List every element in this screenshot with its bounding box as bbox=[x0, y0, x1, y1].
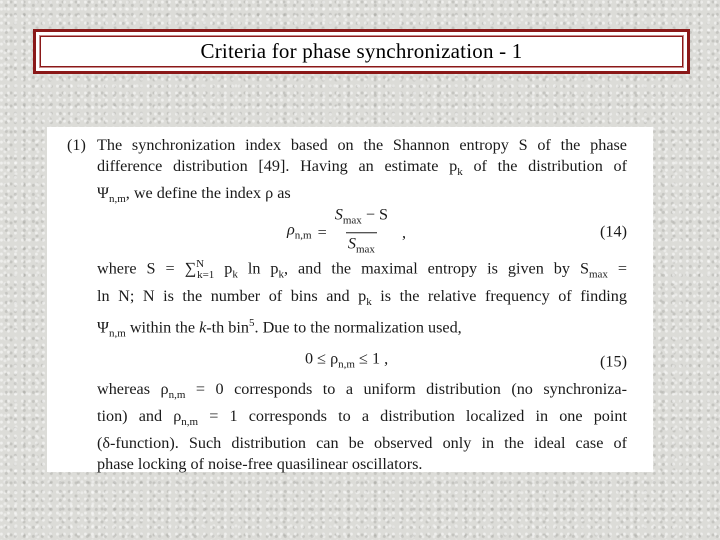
equation-15: $0 \le \rho_{n,m} \le 1$ , (15) bbox=[305, 349, 627, 371]
para3-line-3: (δ-function). Such distribution can be observed only in the ideal case of bbox=[97, 434, 627, 453]
intro-line-1: The synchronization index based on the Shannon entropy S of the phase bbox=[97, 136, 627, 154]
document-excerpt bbox=[47, 127, 653, 472]
equation-15-number: (15) bbox=[600, 352, 627, 371]
item-body bbox=[97, 135, 627, 475]
para3-line-2: tion) and $\rho_{n,m} = 1$ corresponds to a distribution localized in one point bbox=[97, 407, 627, 429]
para2-line-2: ln N; N is the number of bins and $p_k$ is the relative frequency of finding bbox=[97, 287, 627, 309]
slide-title-frame bbox=[33, 29, 690, 74]
criterion-item bbox=[67, 135, 627, 475]
equation-14: $\rho_{n,m}$ = $\frac{S_{max} - S}{S_{max}}$ , (14) bbox=[97, 210, 627, 254]
para2-line-1: where S = ∑$^N_{k=1}$ $p_k$ $\ln p_k$, and the maximal entropy is given by $S_{max}$ = bbox=[97, 258, 628, 282]
equation-14-number: (14) bbox=[600, 222, 627, 241]
intro-line-2: difference distribution [49]. Having an estimate $p_k$ of the distribution of bbox=[97, 157, 627, 179]
para2-line-3: $\Psi_{n,m}$ within the k-th bin$^5$. Due to the normalization used, bbox=[97, 317, 462, 340]
para3-line-4: phase locking of noise-free quasilinear oscillators. bbox=[97, 455, 423, 474]
item-number: (1) bbox=[67, 136, 86, 154]
para3-line-1: whereas $\rho_{n,m} = 0$ corresponds to a uniform distribution (no synchroniza- bbox=[97, 379, 627, 402]
intro-line-3: $\Psi_{n,m}$, we define the index ρ as bbox=[97, 184, 291, 206]
slide-title: Criteria for phase synchronization - 1 bbox=[200, 39, 523, 63]
